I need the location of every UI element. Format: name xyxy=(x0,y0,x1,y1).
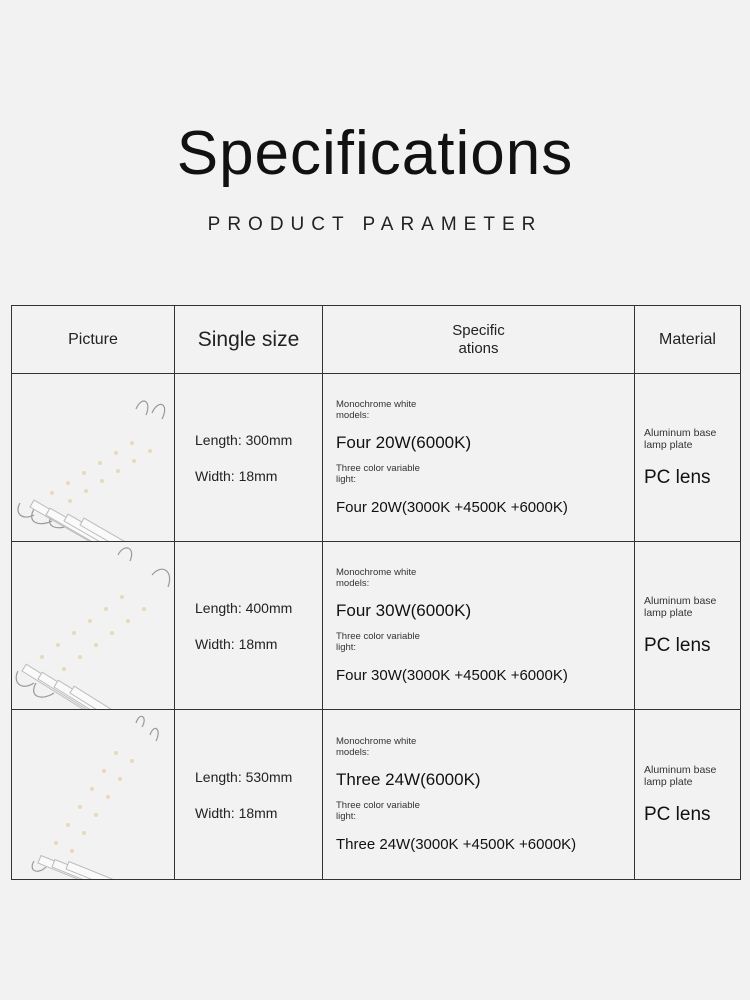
product-image-4-strips-300 xyxy=(12,374,175,542)
lens-value: PC lens xyxy=(644,634,711,656)
product-image-3-strips-530 xyxy=(12,710,175,880)
lens-value: PC lens xyxy=(644,466,711,488)
header-single-size: Single size xyxy=(175,306,323,374)
header-material: Material xyxy=(635,306,741,374)
mono-value: Four 30W(6000K) xyxy=(336,601,472,620)
tri-value: Four 30W(3000K +4500K +6000K) xyxy=(336,667,568,684)
page-subtitle: PRODUCT PARAMETER xyxy=(207,214,543,235)
header-picture: Picture xyxy=(12,306,175,374)
material-value: Aluminum base lamp plate xyxy=(644,426,717,451)
tri-label: Three color variable light: xyxy=(336,463,420,485)
width-value: Width: 18mm xyxy=(195,804,278,821)
table-header-row xyxy=(12,306,741,374)
tri-label: Three color variable light: xyxy=(336,800,420,822)
material-value: Aluminum base lamp plate xyxy=(644,763,717,788)
mono-label: Monochrome white models: xyxy=(336,399,417,421)
mono-value: Three 24W(6000K) xyxy=(336,770,481,789)
mono-value: Four 20W(6000K) xyxy=(336,433,472,452)
length-value: Length: 300mm xyxy=(195,431,293,448)
tri-label: Three color variable light: xyxy=(336,631,420,653)
product-image-4-strips-400 xyxy=(12,542,175,710)
length-value: Length: 400mm xyxy=(195,599,293,616)
width-value: Width: 18mm xyxy=(195,467,278,484)
spec-table xyxy=(11,305,741,880)
table-row xyxy=(12,542,741,710)
mono-label: Monochrome white models: xyxy=(336,567,417,589)
tri-value: Four 20W(3000K +4500K +6000K) xyxy=(336,499,568,516)
table-row xyxy=(12,710,741,880)
table-row xyxy=(12,374,741,542)
lens-value: PC lens xyxy=(644,803,711,825)
width-value: Width: 18mm xyxy=(195,635,278,652)
length-value: Length: 530mm xyxy=(195,768,293,785)
tri-value: Three 24W(3000K +4500K +6000K) xyxy=(336,836,577,853)
page-title: Specifications xyxy=(176,119,574,188)
header-specifications: Specific ations xyxy=(323,306,635,374)
mono-label: Monochrome white models: xyxy=(336,736,417,758)
material-value: Aluminum base lamp plate xyxy=(644,594,717,619)
